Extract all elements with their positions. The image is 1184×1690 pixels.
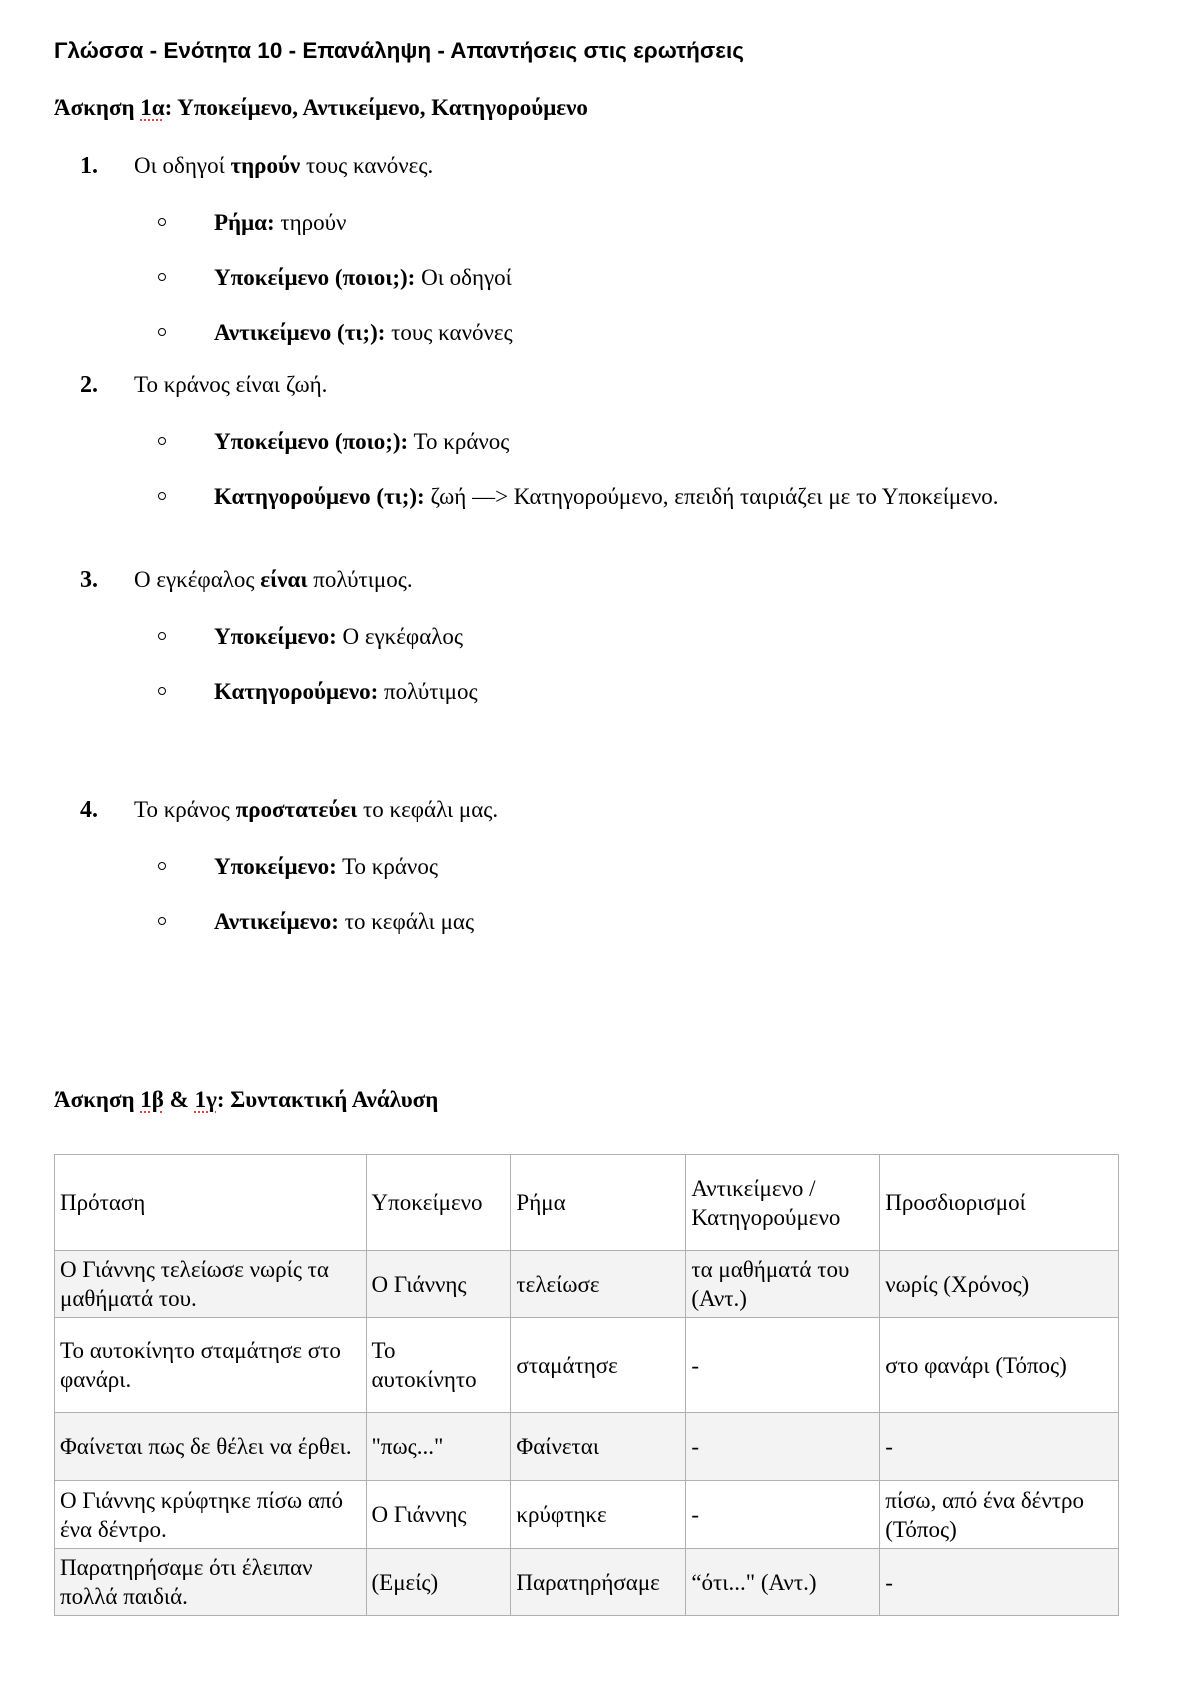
hollow-bullet-icon — [158, 632, 166, 640]
table-cell: Ο Γιάννης — [366, 1481, 511, 1549]
header-cell: Ρήμα — [511, 1155, 686, 1251]
exercise-1b-1c-heading — [54, 1087, 438, 1113]
table-cell: (Εμείς) — [366, 1549, 511, 1616]
table-cell: νωρίς (Χρόνος) — [880, 1251, 1119, 1318]
item-sentence: Ο εγκέφαλος είναι πολύτιμος. — [134, 567, 413, 592]
table-cell: τελείωσε — [511, 1251, 686, 1318]
hollow-bullet-icon — [158, 917, 166, 925]
item-number: 1. — [80, 153, 98, 179]
hollow-bullet-icon — [158, 687, 166, 695]
table-header-row — [55, 1155, 1119, 1251]
item-sentence: Το κράνος είναι ζωή. — [134, 372, 328, 397]
hollow-bullet-icon — [158, 328, 166, 336]
table-cell: - — [686, 1481, 880, 1549]
spellcheck-flagged-word[interactable]: 1β — [140, 1087, 164, 1112]
item-number: 3. — [80, 567, 98, 593]
table-cell: Φαίνεται — [511, 1413, 686, 1481]
table-cell: Παρατηρήσαμε ότι έλειπαν πολλά παιδιά. — [55, 1549, 367, 1616]
heading-separator: & — [163, 1087, 195, 1112]
table-cell: Ο Γιάννης τελείωσε νωρίς τα μαθήματά του. — [55, 1251, 367, 1318]
item-number: 2. — [80, 372, 98, 398]
table-cell: σταμάτησε — [511, 1318, 686, 1413]
table-cell: Παρατηρήσαμε — [511, 1549, 686, 1616]
heading-prefix: Άσκηση — [54, 95, 141, 120]
table-cell: - — [880, 1549, 1119, 1616]
table-cell: - — [880, 1413, 1119, 1481]
spellcheck-flagged-word[interactable]: 1α — [140, 95, 165, 120]
header-cell: Προσδιορισμοί — [880, 1155, 1119, 1251]
hollow-bullet-icon — [158, 437, 166, 445]
table-cell: Ο Γιάννης — [366, 1251, 511, 1318]
heading-suffix: : Υποκείμενο, Αντικείμενο, Κατηγορούμενο — [164, 95, 588, 120]
table-cell: Ο Γιάννης κρύφτηκε πίσω από ένα δέντρο. — [55, 1481, 367, 1549]
item-number: 4. — [80, 797, 98, 823]
spellcheck-flagged-word[interactable]: 1γ — [194, 1087, 217, 1112]
table-row — [55, 1481, 1119, 1549]
heading-suffix: : Συντακτική Ανάλυση — [216, 1087, 439, 1112]
table-cell: πίσω, από ένα δέντρο (Τόπος) — [880, 1481, 1119, 1549]
table-cell: κρύφτηκε — [511, 1481, 686, 1549]
syntax-analysis-table — [54, 1154, 1119, 1616]
heading-prefix: Άσκηση — [54, 1087, 141, 1112]
item-sentence: Οι οδηγοί τηρούν τους κανόνες. — [134, 153, 434, 178]
header-cell: Πρόταση — [55, 1155, 367, 1251]
exercise-1a-heading — [54, 95, 588, 121]
table-cell: - — [686, 1318, 880, 1413]
hollow-bullet-icon — [158, 218, 166, 226]
table-cell: “ότι..." (Αντ.) — [686, 1549, 880, 1616]
table-cell: Το αυτοκίνητο — [366, 1318, 511, 1413]
hollow-bullet-icon — [158, 862, 166, 870]
table-cell: τα μαθήματά του (Αντ.) — [686, 1251, 880, 1318]
header-cell: Αντικείμενο / Κατηγορούμενο — [686, 1155, 880, 1251]
table-cell: Το αυτοκίνητο σταμάτησε στο φανάρι. — [55, 1318, 367, 1413]
header-cell: Υποκείμενο — [366, 1155, 511, 1251]
table-cell: "πως..." — [366, 1413, 511, 1481]
table-row — [55, 1318, 1119, 1413]
table-cell: στο φανάρι (Τόπος) — [880, 1318, 1119, 1413]
hollow-bullet-icon — [158, 492, 166, 500]
table-cell: - — [686, 1413, 880, 1481]
table-row — [55, 1413, 1119, 1481]
hollow-bullet-icon — [158, 273, 166, 281]
table-row — [55, 1251, 1119, 1318]
item-sentence: Το κράνος προστατεύει το κεφάλι μας. — [134, 797, 499, 822]
table-row — [55, 1549, 1119, 1616]
table-cell: Φαίνεται πως δε θέλει να έρθει. — [55, 1413, 367, 1481]
document-title: Γλώσσα - Ενότητα 10 - Επανάληψη - Απαντήσεις στις ερωτήσεις — [54, 38, 744, 63]
